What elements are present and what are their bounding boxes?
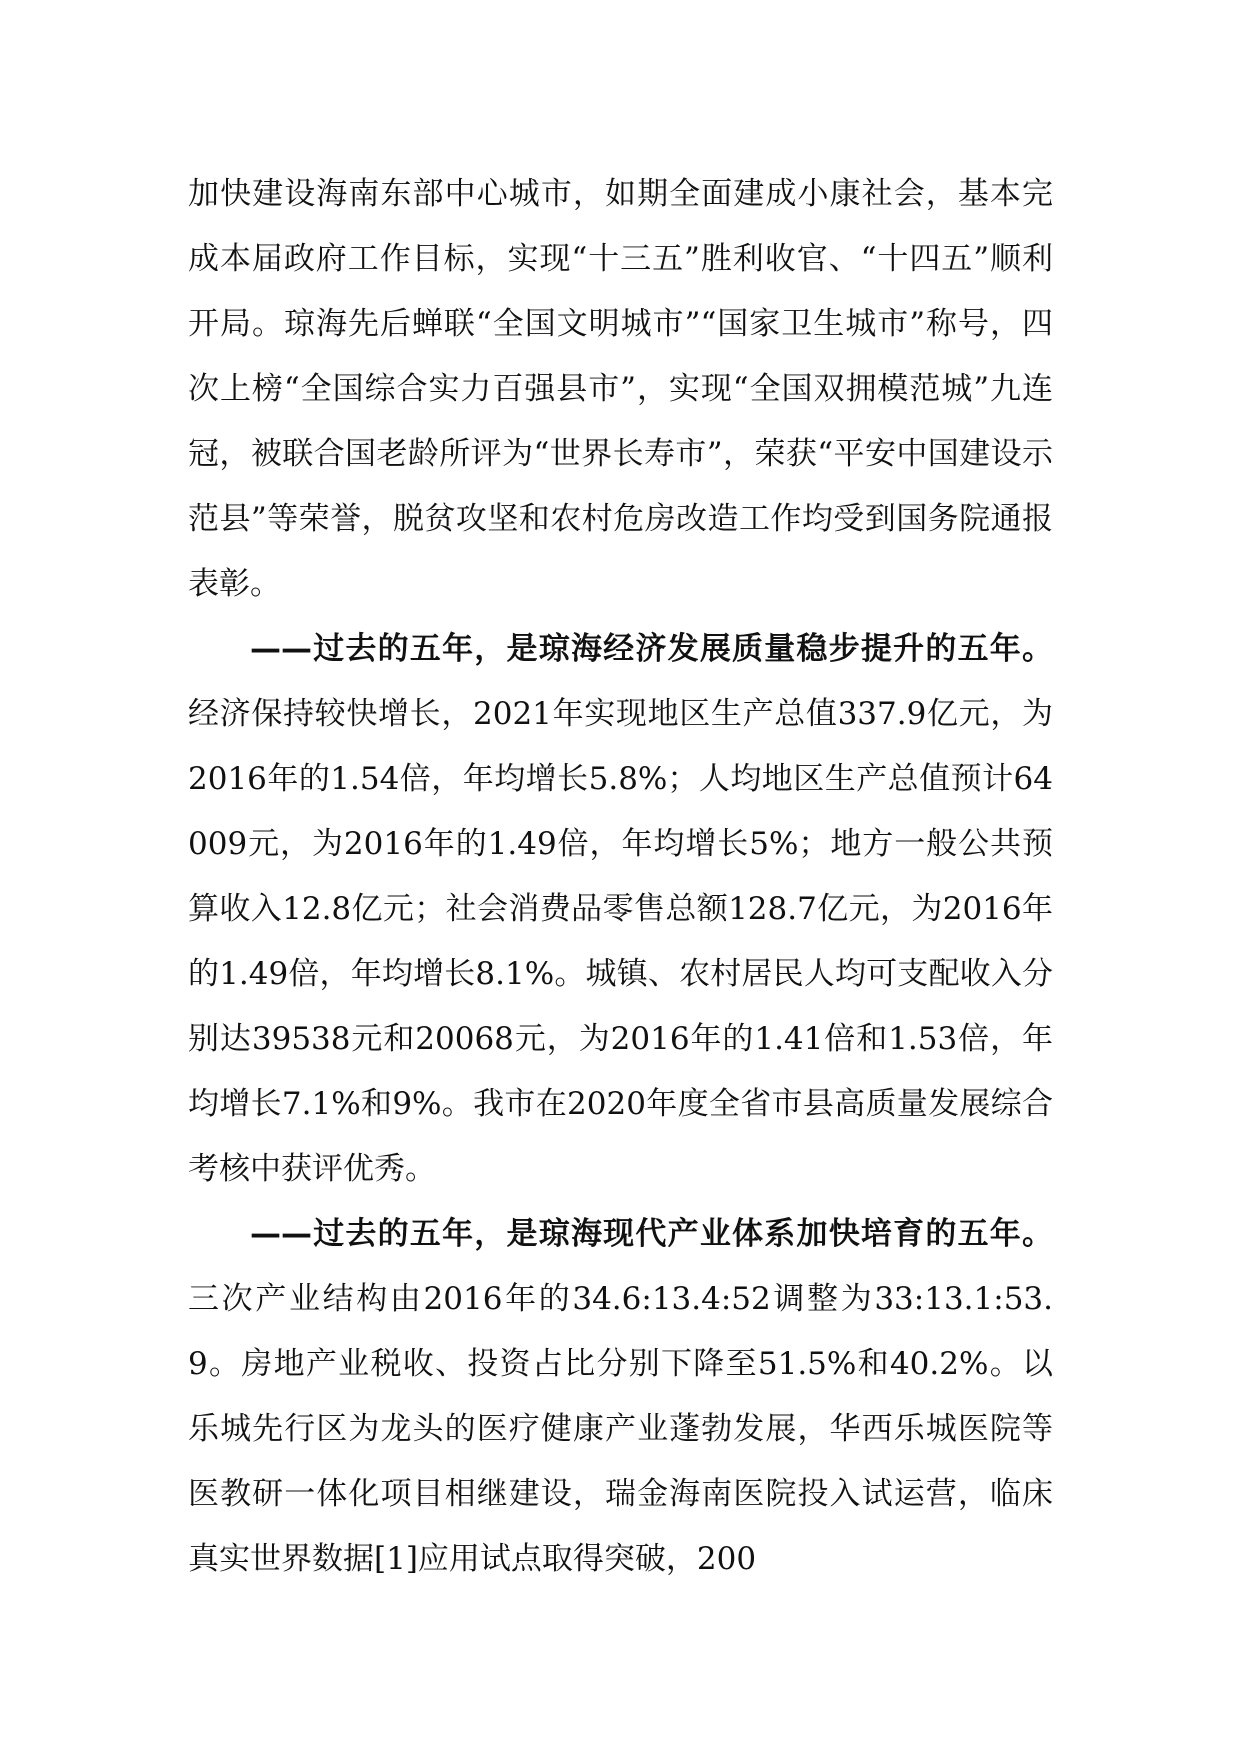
- paragraph-economy: [188, 617, 1053, 1202]
- paragraph-intro-text: 加快建设海南东部中心城市，如期全面建成小康社会，基本完成本届政府工作目标，实现“十三五”胜利收官、“十四五”顺利开局。琼海先后蝉联“全国文明城市”“国家卫生城市”称号，四次上榜“全国综合实力百强县市”，实现“全国双拥模范城”九连冠，被联合国老龄所评为“世界长寿市”，荣获“平安中国建设示范县”等荣誉，脱贫攻坚和农村危房改造工作均受到国务院通报表彰。: [188, 176, 1053, 602]
- paragraph-industry: [188, 1202, 1053, 1592]
- paragraph-intro: [188, 162, 1053, 617]
- paragraph-industry-text: 三次产业结构由2016年的34.6:13.4:52调整为33:13.1:53.9。房地产业税收、投资占比分别下降至51.5%和40.2%。以乐城先行区为龙头的医疗健康产业蓬勃发展，华西乐城医院等医教研一体化项目相继建设，瑞金海南医院投入试运营，临床真实世界数据[1]应用试点取得突破，200: [188, 1281, 1053, 1577]
- paragraph-economy-text: 经济保持较快增长，2021年实现地区生产总值337.9亿元，为2016年的1.54倍，年均增长5.8%；人均地区生产总值预计64009元，为2016年的1.49倍，年均增长5%；地方一般公共预算收入12.8亿元；社会消费品零售总额128.7亿元，为2016年的1.49倍，年均增长8.1%。城镇、农村居民人均可支配收入分别达39538元和20068元，为2016年的1.41倍和1.53倍，年均增长7.1%和9%。我市在2020年度全省市县高质量发展综合考核中获评优秀。: [188, 696, 1053, 1187]
- document-page: [188, 162, 1053, 1592]
- paragraph-industry-heading: ——过去的五年，是琼海现代产业体系加快培育的五年。: [250, 1216, 1053, 1252]
- paragraph-economy-heading: ——过去的五年，是琼海经济发展质量稳步提升的五年。: [250, 631, 1053, 667]
